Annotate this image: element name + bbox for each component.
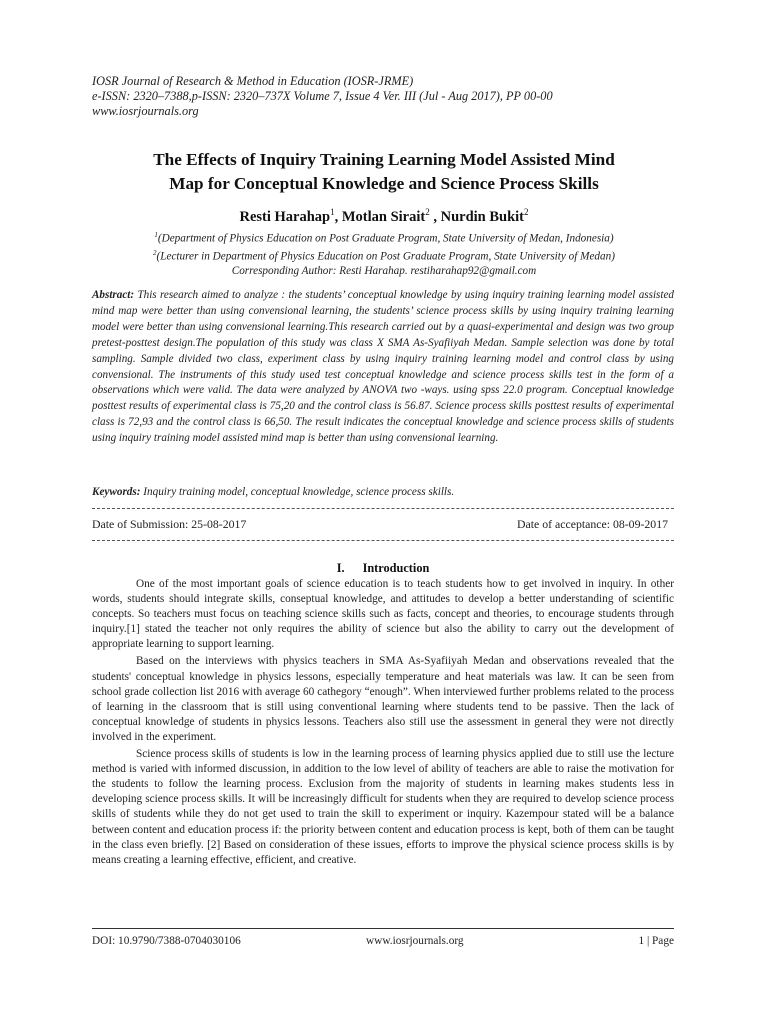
corresponding-author: Corresponding Author: Resti Harahap. restiharahap92@gmail.com — [231, 265, 537, 278]
journal-header — [92, 74, 692, 119]
footer-doi: DOI: 10.9790/7388-0704030106 — [92, 935, 241, 947]
keywords-text: Inquiry training model, conceptual knowledge, science process skills. — [143, 486, 455, 498]
page-footer — [92, 935, 674, 951]
journal-website: www.iosrjournals.org — [92, 104, 199, 118]
abstract-text: This research aimed to analyze : the students’ conceptual knowledge by using inquiry training learning model assisted mind map were better than using convensional learning, the students’ science process skills by using inquiry training learning model were better than using convensional learning.This research carried out by a quasi-experimental and design was two group pretest-posttest design.The population of this study was class X SMA As-Syafiiyah Medan. Sample selection was done by total sampling. Sample divided two class, experiment class by using inquiry training learning model and control class by using convensional. The instruments of this study used test conceptual knowledge and science process skills test in the form of a observations which were valid. The data were analyzed by ANOVA two -ways. using spss 22.0 program. Conceptual knowledge posttest results of experimental class is 75,20 and the control class is 56.87. Science process skills posttest results of experimental class is 72,93 and the control class is 66,50. The result indicates the conceptual knowledge and science process skills of students using inquiry training model assisted mind map is better than using convensional learning. — [92, 289, 674, 445]
footer-rule — [92, 928, 674, 929]
affiliation-text: (Department of Physics Education on Post Graduate Program, State University of Medan, Indonesia) — [157, 232, 614, 245]
author-affiliation-mark: 2 — [425, 207, 430, 217]
body-paragraph: Science process skills of students is low in the learning process of learning physics applied due to still use the lecture method is varied with informed discussion, in addition to the low level of ability of teachers are able to raise the motivation for the students to follow the learning process. Exclusion from the majority of students in learning makes students less in developing science process skills. It will be increasingly difficult for students when they are required to develop science process skills of students while they do not get used to train the skill to experiment or inquiry. Kazempour stated will be a balance between content and education process if: the priority between content and education process is kept, both of them can be taught in the class even briefly. [2] Based on consideration of these issues, efforts to improve the physical science process skills is by means creating a learning effective, efficient, and creative. — [92, 748, 674, 866]
abstract — [92, 288, 674, 447]
author-name: Resti Harahap — [239, 208, 331, 225]
journal-name: IOSR Journal of Research & Method in Education (IOSR-JRME) — [92, 74, 414, 88]
section-title: Introduction — [362, 561, 430, 575]
section-heading — [92, 561, 674, 576]
affiliation-line — [60, 246, 708, 264]
author-list — [60, 207, 708, 226]
journal-issn-line: e-ISSN: 2320–7388,p-ISSN: 2320–737X Volume 7, Issue 4 Ver. III (Jul - Aug 2017), PP 00-00 — [92, 89, 553, 103]
keywords-label: Keywords: — [92, 486, 141, 498]
paper-title — [60, 148, 708, 196]
body-paragraph: One of the most important goals of science education is to teach students how to get involved in inquiry. In other words, students should integrate skills, conseptual knowledge, and attitudes to develop a better understanding of scientific concepts. So teachers must focus on teaching science skills such as facts, concept and theories, to encourage students through inquiry.[1] stated the teacher not only requires the ability of science but also the ability to carry out the development of appropriate learning to support learning. — [92, 578, 674, 651]
introduction-body — [92, 577, 674, 870]
divider-bottom — [92, 540, 674, 541]
divider-top — [92, 508, 674, 509]
affiliation-line — [60, 228, 708, 246]
body-paragraph: Based on the interviews with physics teachers in SMA As-Syafiiyah Medan and observations revealed that the students' conceptual knowledge in physics lessons, especially temperature and heat materials was law. It can be seen from school grade collection list 2016 with average 60 cathegory “enough”. When interviewed further problems related to the process of learning in the classroom that is still using conventional learning where students tend to be passive. Then the lack of conceptual knowledge of students in physics lessons. Teachers also still use the assessment in general they were not directly involved in the experiment. — [92, 655, 674, 743]
paper-title-line-2: Map for Conceptual Knowledge and Science Process Skills — [169, 174, 599, 193]
abstract-label: Abstract: — [92, 289, 135, 301]
affiliation-text: (Lecturer in Department of Physics Education on Post Graduate Program, State University of Medan) — [156, 250, 615, 263]
author-separator: , — [429, 208, 441, 225]
footer-website: www.iosrjournals.org — [366, 935, 464, 947]
author-affiliation-mark: 1 — [330, 207, 335, 217]
paper-title-line-1: The Effects of Inquiry Training Learning Model Assisted Mind — [153, 150, 615, 169]
section-number: I. — [336, 561, 345, 575]
author-name: Motlan Sirait — [341, 208, 426, 225]
author-name: Nurdin Bukit — [440, 208, 525, 225]
submission-dates — [92, 517, 674, 532]
date-of-submission: Date of Submission: 25-08-2017 — [92, 517, 247, 531]
affiliations — [60, 228, 708, 279]
author-separator: , — [334, 208, 342, 225]
keywords — [92, 486, 674, 498]
affiliation-mark: 1 — [154, 231, 158, 239]
date-of-acceptance: Date of acceptance: 08-09-2017 — [517, 517, 668, 531]
author-affiliation-mark: 2 — [524, 207, 529, 217]
page-number: 1 | Page — [638, 935, 674, 947]
affiliation-mark: 2 — [153, 249, 157, 258]
